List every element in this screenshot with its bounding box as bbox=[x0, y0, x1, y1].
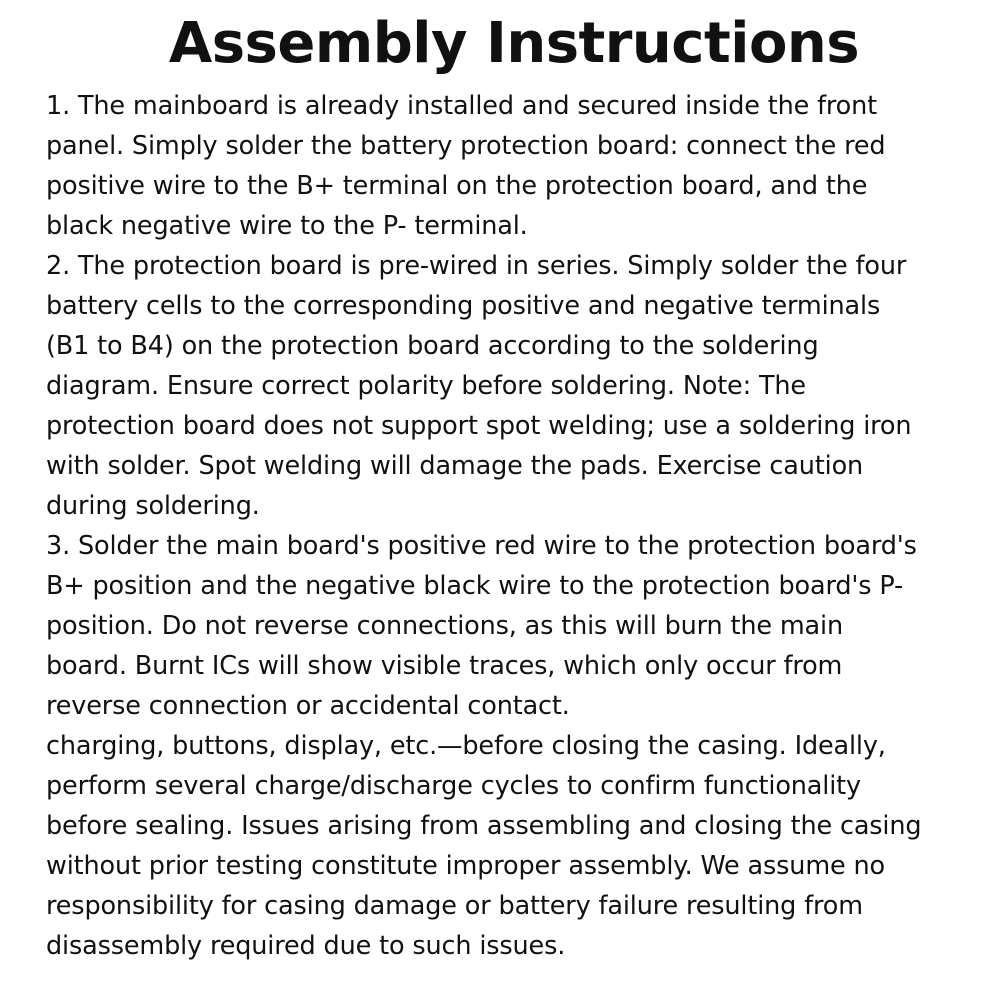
instruction-line: battery cells to the corresponding positive and negative terminals bbox=[46, 291, 881, 321]
instruction-line: perform several charge/discharge cycles to confirm functionality bbox=[46, 771, 861, 801]
instruction-line: before sealing. Issues arising from assembling and closing the casing bbox=[46, 811, 922, 841]
instruction-line: 1. The mainboard is already installed and secured inside the front bbox=[46, 91, 877, 121]
instruction-line: positive wire to the B+ terminal on the protection board, and the bbox=[46, 171, 868, 201]
instruction-line: disassembly required due to such issues. bbox=[46, 931, 566, 961]
instruction-line: B+ position and the negative black wire to the protection board's P- bbox=[46, 571, 904, 601]
instructions-body bbox=[46, 86, 976, 966]
instruction-line: panel. Simply solder the battery protection board: connect the red bbox=[46, 131, 886, 161]
instruction-line: 2. The protection board is pre-wired in series. Simply solder the four bbox=[46, 251, 907, 281]
instruction-line: responsibility for casing damage or battery failure resulting from bbox=[46, 891, 863, 921]
instruction-line: without prior testing constitute improper assembly. We assume no bbox=[46, 851, 885, 881]
instruction-line: diagram. Ensure correct polarity before soldering. Note: The bbox=[46, 371, 806, 401]
instruction-line: charging, buttons, display, etc.—before closing the casing. Ideally, bbox=[46, 731, 886, 761]
instruction-line: protection board does not support spot welding; use a soldering iron bbox=[46, 411, 912, 441]
instruction-line: black negative wire to the P- terminal. bbox=[46, 211, 528, 241]
instruction-line: reverse connection or accidental contact. bbox=[46, 691, 570, 721]
instruction-line: position. Do not reverse connections, as this will burn the main bbox=[46, 611, 843, 641]
page-title: Assembly Instructions bbox=[168, 11, 860, 76]
instruction-line: 3. Solder the main board's positive red wire to the protection board's bbox=[46, 531, 917, 561]
instruction-line: with solder. Spot welding will damage the pads. Exercise caution bbox=[46, 451, 864, 481]
instruction-line: (B1 to B4) on the protection board according to the soldering bbox=[46, 331, 819, 361]
instruction-line: during soldering. bbox=[46, 491, 260, 521]
instruction-line: board. Burnt ICs will show visible traces, which only occur from bbox=[46, 651, 843, 681]
